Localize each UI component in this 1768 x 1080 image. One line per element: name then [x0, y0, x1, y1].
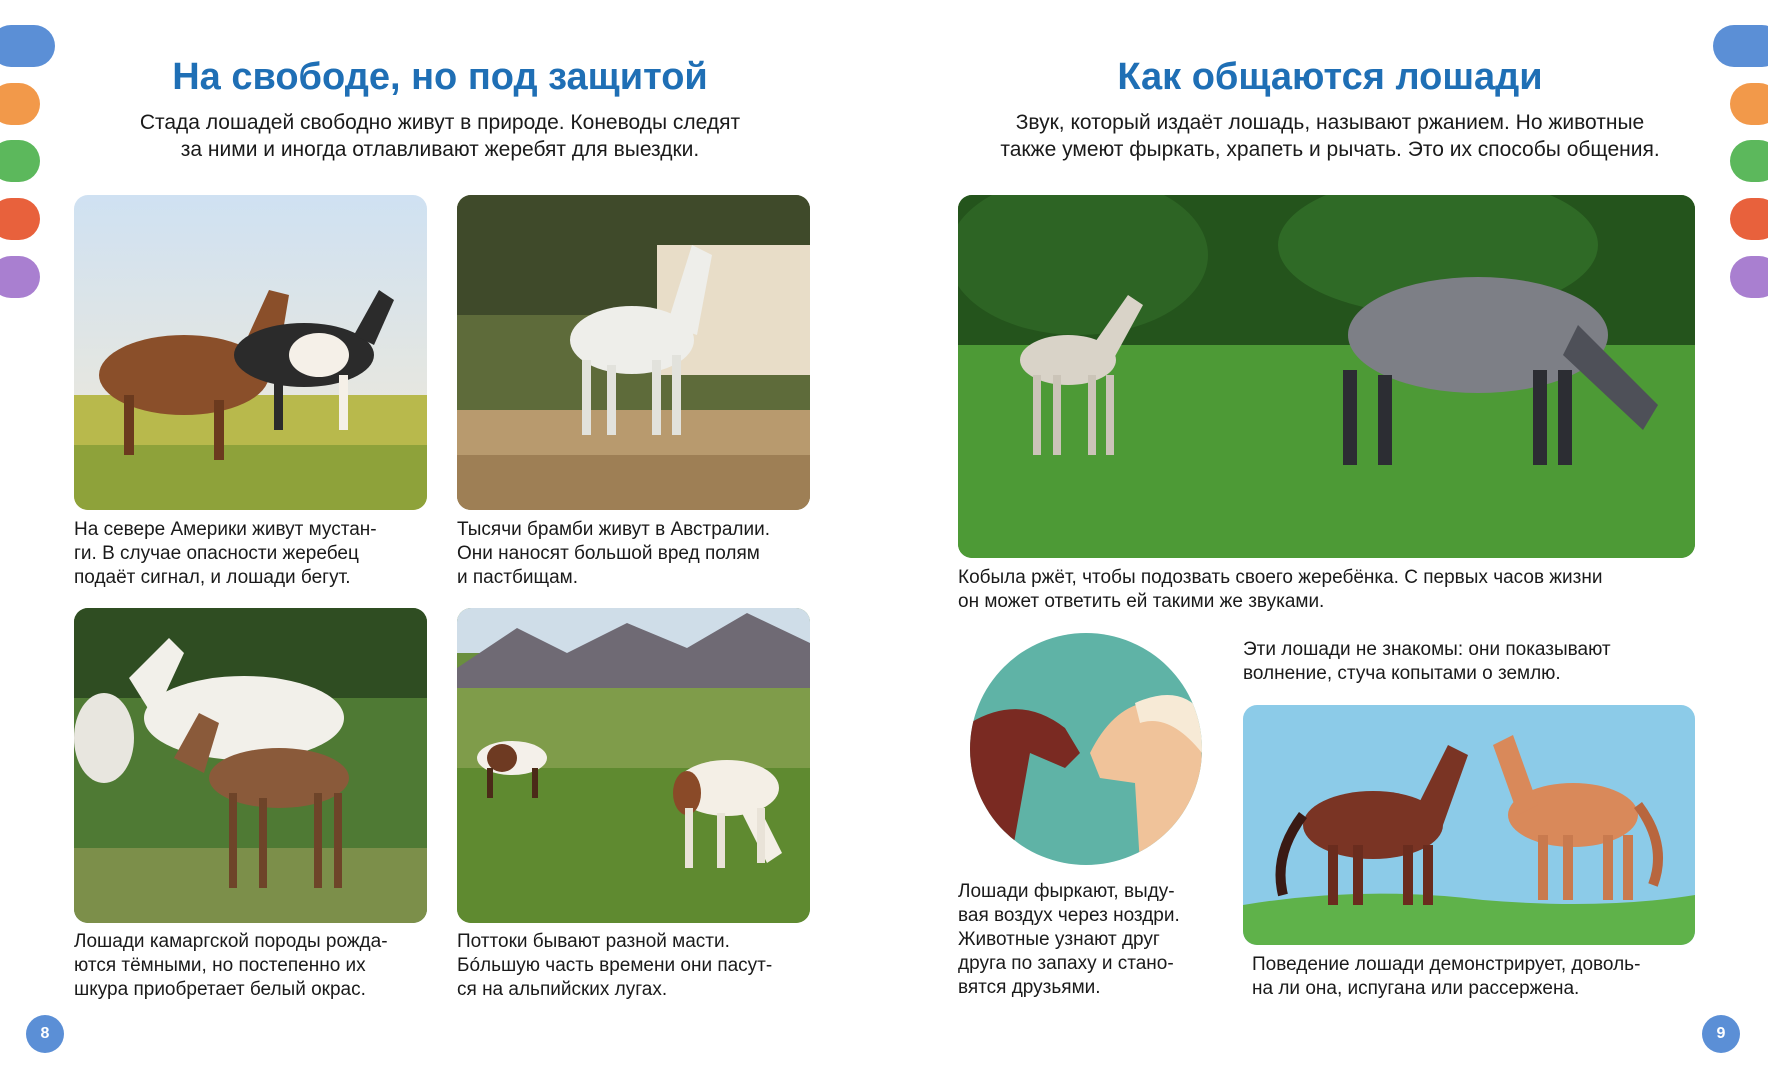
snorting-horses-illustration	[970, 633, 1202, 865]
caption-line: Тысячи брамби живут в Австралии.	[457, 519, 770, 540]
caption-line: Лошади камаргской породы рожда-	[74, 931, 388, 952]
left-intro-line1: Стада лошадей свободно живут в природе. Коневоды следят	[139, 111, 741, 134]
tab-orange-right	[1730, 83, 1768, 125]
caption-line: Поттоки бывают разной масти.	[457, 931, 730, 952]
caption-line: Эти лошади не знакомы: они показывают	[1243, 639, 1611, 660]
snorting-caption	[958, 880, 1208, 1000]
mustangs-photo	[74, 195, 427, 510]
page-number-left: 8	[26, 1015, 64, 1053]
right-page-intro	[945, 109, 1715, 163]
right-page-title: Как общаются лошади	[1117, 56, 1543, 98]
tab-green-right	[1730, 140, 1768, 182]
camargue-photo	[74, 608, 427, 923]
caption-line: На севере Америки живут мустан-	[74, 519, 377, 540]
caption-line: Они наносят большой вред полям	[457, 543, 760, 564]
caption-line: ся на альпийских лугах.	[457, 979, 668, 1000]
meeting-caption	[1243, 638, 1703, 686]
pottok-photo	[457, 608, 810, 923]
behavior-caption	[1252, 953, 1712, 1001]
mare-foal-photo	[958, 195, 1695, 558]
left-page-intro	[80, 109, 800, 163]
brumby-photo	[457, 195, 810, 510]
caption-line: друга по запаху и стано-	[958, 953, 1174, 974]
caption-line: шкура приобретает белый окрас.	[74, 979, 366, 1000]
caption-line: Животные узнают друг	[958, 929, 1160, 950]
caption-line: ются тёмными, но постепенно их	[74, 955, 366, 976]
caption-line: Поведение лошади демонстрирует, доволь-	[1252, 954, 1641, 975]
caption-line: вятся друзьями.	[958, 977, 1101, 998]
caption-line: вая воздух через ноздри.	[958, 905, 1180, 926]
pottok-caption	[457, 930, 827, 1002]
tab-purple-left	[0, 256, 40, 298]
caption-line: Кобыла ржёт, чтобы подозвать своего жеребёнка. С первых часов жизни	[958, 567, 1603, 588]
tab-orange-left	[0, 83, 40, 125]
tab-green-left	[0, 140, 40, 182]
camargue-caption	[74, 930, 444, 1002]
caption-line: волнение, стуча копытами о землю.	[1243, 663, 1561, 684]
tab-blue-right	[1713, 25, 1768, 67]
tab-red-right	[1730, 198, 1768, 240]
tab-blue-left	[0, 25, 55, 67]
caption-line: ги. В случае опасности жеребец	[74, 543, 359, 564]
left-page-title: На свободе, но под защитой	[172, 56, 708, 98]
right-intro-line2: также умеют фыркать, храпеть и рычать. Это их способы общения.	[1000, 138, 1660, 161]
caption-line: Бóльшую часть времени они пасут-	[457, 955, 773, 976]
caption-line: на ли она, испугана или рассержена.	[1252, 978, 1580, 999]
caption-line: Лошади фыркают, выду-	[958, 881, 1175, 902]
horses-meeting-illustration	[1243, 705, 1695, 945]
tab-purple-right	[1730, 256, 1768, 298]
caption-line: подаёт сигнал, и лошади бегут.	[74, 567, 351, 588]
caption-line: он может ответить ей такими же звуками.	[958, 591, 1325, 612]
left-intro-line2: за ними и иногда отлавливают жеребят для выездки.	[180, 138, 700, 161]
page-number-right: 9	[1702, 1015, 1740, 1053]
tab-red-left	[0, 198, 40, 240]
caption-line: и пастбищам.	[457, 567, 578, 588]
brumby-caption	[457, 518, 827, 590]
right-intro-line1: Звук, который издаёт лошадь, называют ржанием. Но животные	[1015, 111, 1645, 134]
mustangs-caption	[74, 518, 434, 590]
mare-foal-caption	[958, 566, 1718, 614]
